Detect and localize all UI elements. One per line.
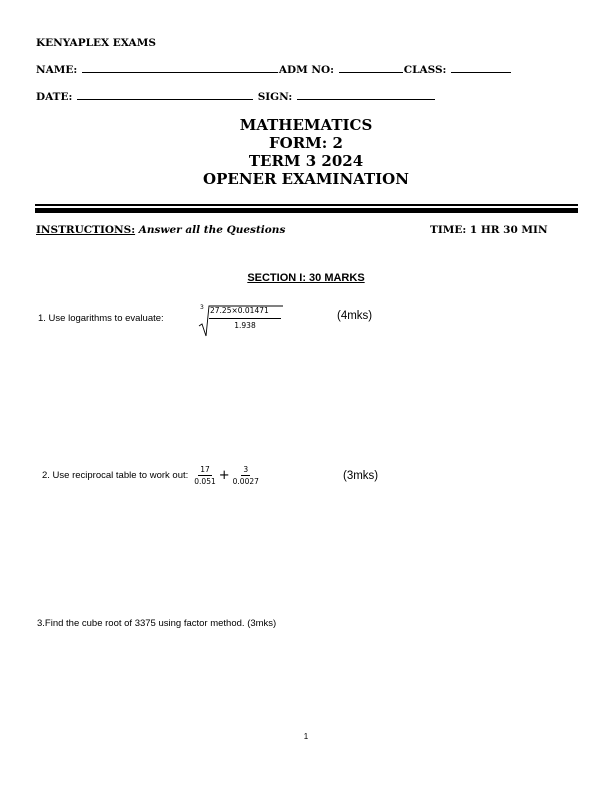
date-row	[36, 91, 436, 103]
question-1-marks: (4mks)	[337, 310, 373, 322]
question-3-text: 3.Find the cube root of 3375 using factor method. (3mks)	[37, 618, 277, 629]
fraction-2	[231, 465, 261, 486]
root-numerator: 27.25×0.01471	[210, 306, 269, 315]
question-2-text: 2. Use reciprocal table to work out:	[42, 470, 189, 481]
name-row	[36, 64, 512, 76]
adm-label: ADM NO:	[278, 64, 335, 76]
class-field[interactable]	[451, 71, 511, 73]
name-field[interactable]	[82, 71, 278, 73]
plus-operator: +	[218, 468, 230, 483]
question-1-expression	[197, 300, 287, 340]
divider-thin	[35, 204, 578, 206]
school-name: KENYAPLEX EXAMS	[36, 37, 156, 49]
fraction-1-denominator: 0.051	[194, 477, 216, 486]
date-label: DATE:	[36, 91, 73, 103]
fraction-1-numerator: 17	[200, 465, 210, 474]
page-number: 1	[303, 732, 309, 741]
exam-title: OPENER EXAMINATION	[203, 170, 409, 188]
fraction-2-numerator: 3	[243, 465, 249, 474]
section-heading	[0, 272, 612, 284]
question-2	[42, 465, 261, 486]
fraction-1	[192, 465, 217, 486]
adm-field[interactable]	[339, 71, 403, 73]
sign-label: SIGN:	[257, 91, 293, 103]
exam-title-block	[0, 116, 612, 188]
subject-title: MATHEMATICS	[239, 116, 373, 134]
instructions-text: Answer all the Questions	[138, 224, 286, 236]
term-title: TERM 3 2024	[248, 152, 364, 170]
root-denominator: 1.938	[234, 321, 256, 330]
instructions-label: INSTRUCTIONS:	[36, 224, 136, 236]
name-label: NAME:	[36, 64, 78, 76]
class-label: CLASS:	[403, 64, 447, 76]
form-title: FORM: 2	[269, 134, 343, 152]
time-allowed: TIME: 1 HR 30 MIN	[430, 224, 548, 236]
root-index: 3	[200, 304, 204, 311]
date-field[interactable]	[77, 98, 253, 100]
sign-field[interactable]	[297, 98, 435, 100]
question-2-marks: (3mks)	[343, 470, 379, 482]
section-title: SECTION I: 30 MARKS	[247, 272, 365, 284]
fraction-2-denominator: 0.0027	[232, 477, 259, 486]
instructions	[36, 224, 285, 236]
fraction-bar	[209, 318, 281, 319]
divider-thick	[35, 208, 578, 213]
question-1-text: 1. Use logarithms to evaluate:	[38, 313, 164, 324]
